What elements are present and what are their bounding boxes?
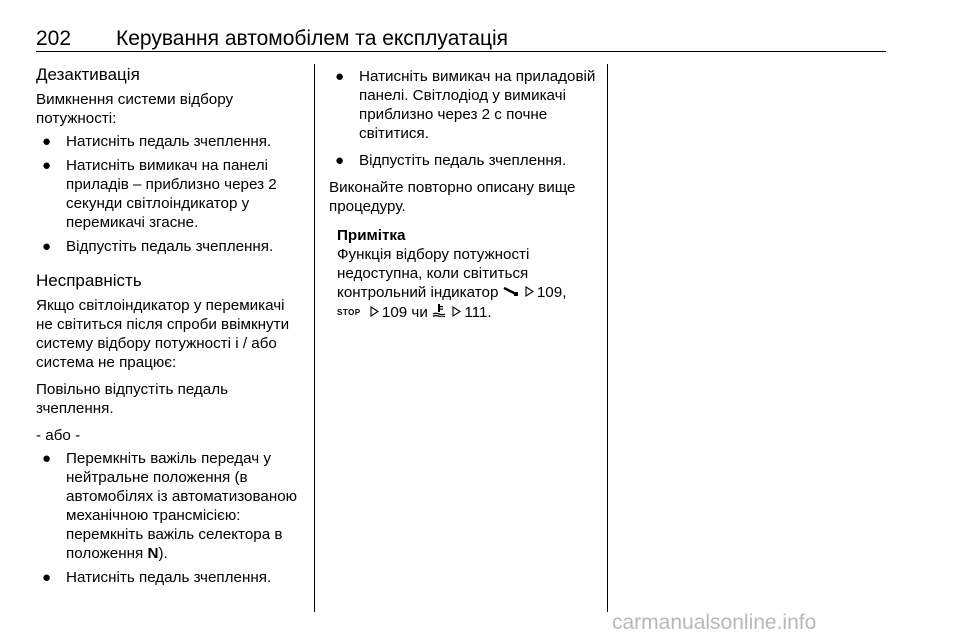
bullet-dot-icon: ● (42, 157, 52, 174)
section-title-deactivation: Дезактивація (36, 65, 140, 84)
bullet-dot-icon: ● (42, 450, 52, 467)
running-title: Керування автомобілем та експлуатація (116, 27, 509, 50)
bullet-dot-icon: ● (335, 152, 345, 169)
deactivation-steps (36, 132, 304, 256)
column-divider-right (607, 64, 608, 612)
malfunction-para-2: Повільно відпустіть педаль зчеплення. (36, 381, 229, 417)
list-item: ● Натисніть педаль зчеплення. (42, 569, 272, 586)
list-item: ● Натисніть вимикач на приладовій панелі. Світлодіод у вимикачі приблизно через 2 с почне світитися. (335, 68, 596, 142)
triangle-reference-icon (452, 304, 461, 323)
note-title: Примітка (337, 227, 406, 244)
clutch-pedal-icon (503, 283, 519, 302)
triangle-reference-icon (370, 304, 379, 323)
activation-steps (329, 67, 597, 170)
stop-start-icon: STOP (337, 308, 361, 318)
page-header (36, 27, 886, 51)
left-column (36, 64, 304, 587)
malfunction-steps (36, 449, 304, 587)
note-box (337, 226, 597, 323)
column-divider-left (314, 64, 315, 612)
page-number: 202 (36, 27, 72, 50)
deactivation-intro: Вимкнення системи відбору потужності: (36, 91, 234, 127)
coolant-temperature-icon (432, 303, 446, 322)
list-item: ● Відпустіть педаль зчеплення. (335, 152, 567, 169)
header-rule (36, 51, 886, 52)
gear-position-n: N (147, 545, 159, 562)
middle-column (329, 64, 597, 323)
triangle-reference-icon (525, 284, 534, 303)
watermark: carmanualsonline.info (612, 611, 817, 634)
bullet-dot-icon: ● (335, 68, 345, 85)
bullet-dot-icon: ● (42, 133, 52, 150)
malfunction-or: - або - (36, 427, 81, 444)
list-item: ● Натисніть вимикач на панелі приладів – приблизно через 2 секунди світлоіндикатор у перемикачі згасне. (42, 157, 277, 231)
bullet-dot-icon: ● (42, 238, 52, 255)
section-title-malfunction: Несправність (36, 271, 142, 290)
list-item: ● Перемкніть важіль передач у нейтральне положення (в автомобілях із автоматизованою механічною трансмісією: перемкніть важіль селектора в положення N). (42, 450, 298, 562)
list-item: ● Відпустіть педаль зчеплення. (42, 238, 274, 255)
bullet-dot-icon: ● (42, 569, 52, 586)
malfunction-para-1: Якщо світлоіндикатор у перемикачі не світиться після спроби ввімкнути систему відбору потужності і / або система не працює: (36, 297, 290, 371)
list-item: ● Натисніть педаль зчеплення. (42, 133, 272, 150)
note-text: Функція відбору потужності недоступна, коли світиться контрольний індикатор 109, STOP 109 чи 111. (337, 246, 567, 321)
repeat-procedure: Виконайте повторно описану вище процедуру. (329, 179, 576, 215)
